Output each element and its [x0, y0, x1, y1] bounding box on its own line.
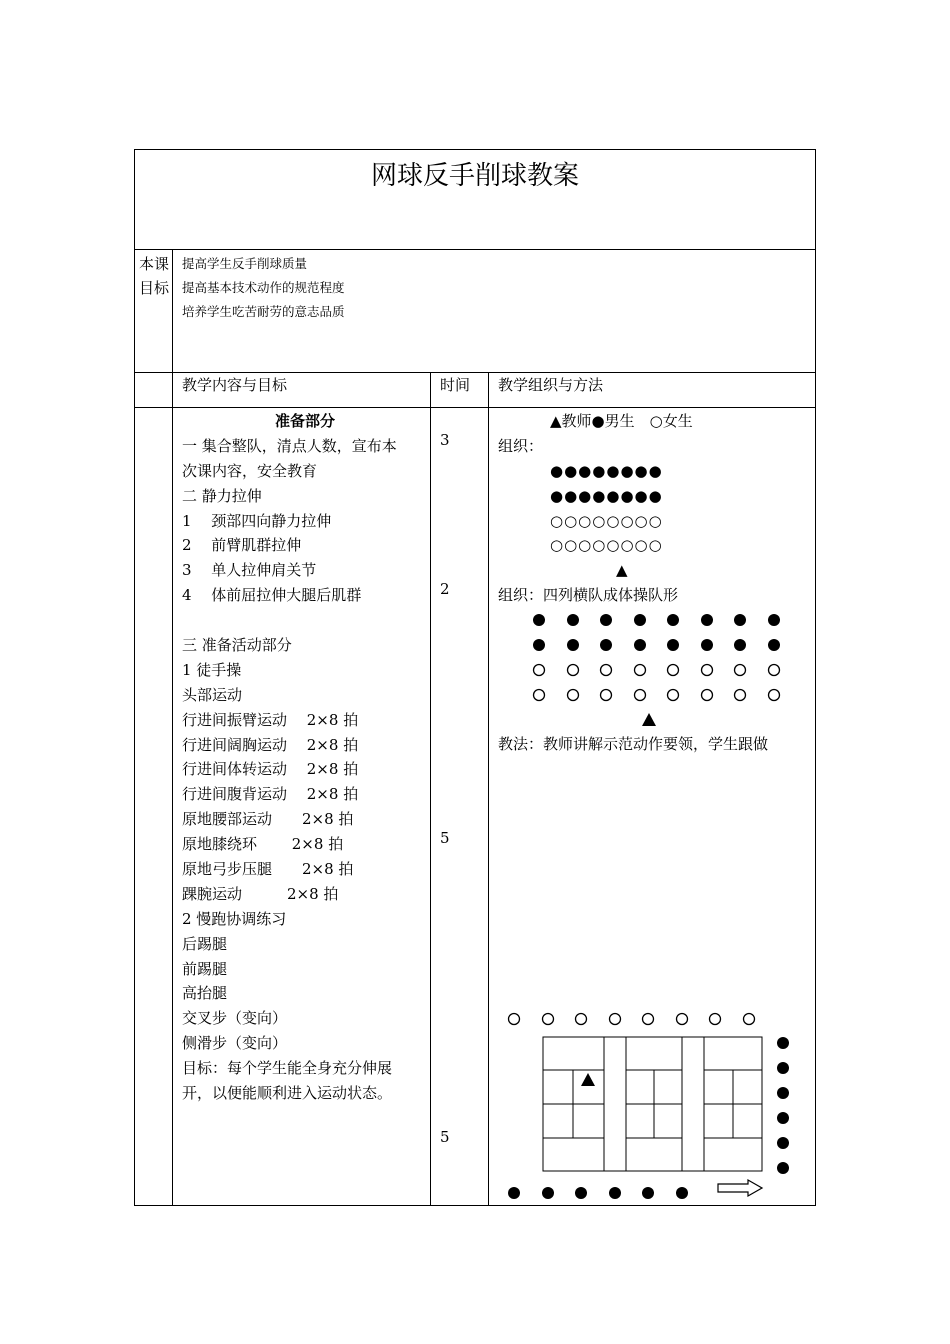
header-content: 教学内容与目标	[182, 376, 288, 394]
content-line: 交叉步（变向）	[182, 1009, 288, 1028]
goals-label: 本课目标	[138, 255, 169, 297]
formation-row: ●●●●●●●●	[550, 461, 663, 480]
content-line: 次课内容，安全教育	[182, 461, 318, 480]
org-label-1: 组织：	[498, 436, 544, 455]
formation-row: ○○○○○○○○	[550, 511, 663, 530]
court-teacher-triangle-icon	[581, 1073, 595, 1086]
content-line: 三 准备活动部分	[182, 636, 292, 655]
content-line: 3 单人拉伸肩关节	[182, 561, 317, 580]
page-title: 网球反手削球教案	[370, 161, 579, 191]
formation-row: ○○○○○○○○	[550, 536, 663, 555]
content-line: 目标：每个学生能全身充分伸展	[182, 1059, 393, 1078]
running-girls-row	[509, 1014, 755, 1025]
goal-item: 培养学生吃苦耐劳的意志品质	[182, 304, 345, 319]
content-line: 2 前臂肌群拉伸	[182, 536, 302, 555]
content-line: 行进间振臂运动 2×8 拍	[182, 710, 359, 729]
running-boys-row	[508, 1187, 688, 1199]
formation2-row-girls-1	[534, 665, 780, 676]
content-line: 前踢腿	[182, 959, 228, 978]
content-line: 侧滑步（变向）	[182, 1034, 288, 1053]
time-value: 2	[440, 580, 450, 598]
method-text: 教法：教师讲解示范动作要领，学生跟做	[498, 735, 769, 753]
teacher-mark: ▲	[616, 561, 628, 580]
content-line: 行进间体转运动 2×8 拍	[182, 760, 359, 779]
content-line: 二 静力拉伸	[182, 486, 262, 505]
content-line: 行进间阔胸运动 2×8 拍	[182, 735, 359, 754]
legend: ▲教师●男生 ○女生	[550, 412, 693, 430]
direction-arrow-icon	[718, 1180, 762, 1196]
running-boys-column	[777, 1037, 789, 1174]
teacher-triangle-icon	[642, 713, 656, 726]
formation2-row-boys-2	[533, 639, 780, 651]
formation-row: ●●●●●●●●	[550, 486, 663, 505]
time-value: 5	[440, 829, 450, 847]
content-line: 开，以便能顺利进入运动状态。	[182, 1084, 393, 1103]
tennis-courts-diagram	[543, 1037, 762, 1171]
content-line: 头部运动	[182, 685, 243, 704]
content-line: 一 集合整队，清点人数，宣布本	[182, 436, 397, 455]
content-line: 高抬腿	[182, 984, 228, 1003]
content-line: 1 徒手操	[182, 660, 242, 679]
content-line: 踝腕运动 2×8 拍	[182, 884, 339, 903]
content-line: 行进间腹背运动 2×8 拍	[182, 785, 359, 804]
content-line: 2 慢跑协调练习	[182, 909, 287, 928]
content-line: 后踢腿	[182, 934, 228, 953]
time-value: 3	[440, 431, 450, 449]
content-line: 原地弓步压腿 2×8 拍	[182, 860, 354, 879]
org-label-2: 组织：四列横队成体操队形	[498, 586, 679, 605]
time-value: 5	[440, 1128, 450, 1146]
formation2-row-girls-2	[534, 690, 780, 701]
header-time: 时间	[440, 376, 471, 394]
formation2-row-boys-1	[533, 614, 780, 626]
section-title: 准备部分	[274, 412, 335, 430]
content-line: 4 体前屈拉伸大腿后肌群	[182, 586, 362, 605]
content-line: 原地腰部运动 2×8 拍	[182, 810, 354, 829]
header-organization: 教学组织与方法	[498, 376, 604, 394]
goal-item: 提高基本技术动作的规范程度	[182, 280, 345, 295]
content-line: 1 颈部四向静力拉伸	[182, 511, 332, 530]
content-line: 原地膝绕环 2×8 拍	[182, 835, 344, 854]
goal-item: 提高学生反手削球质量	[182, 256, 308, 271]
